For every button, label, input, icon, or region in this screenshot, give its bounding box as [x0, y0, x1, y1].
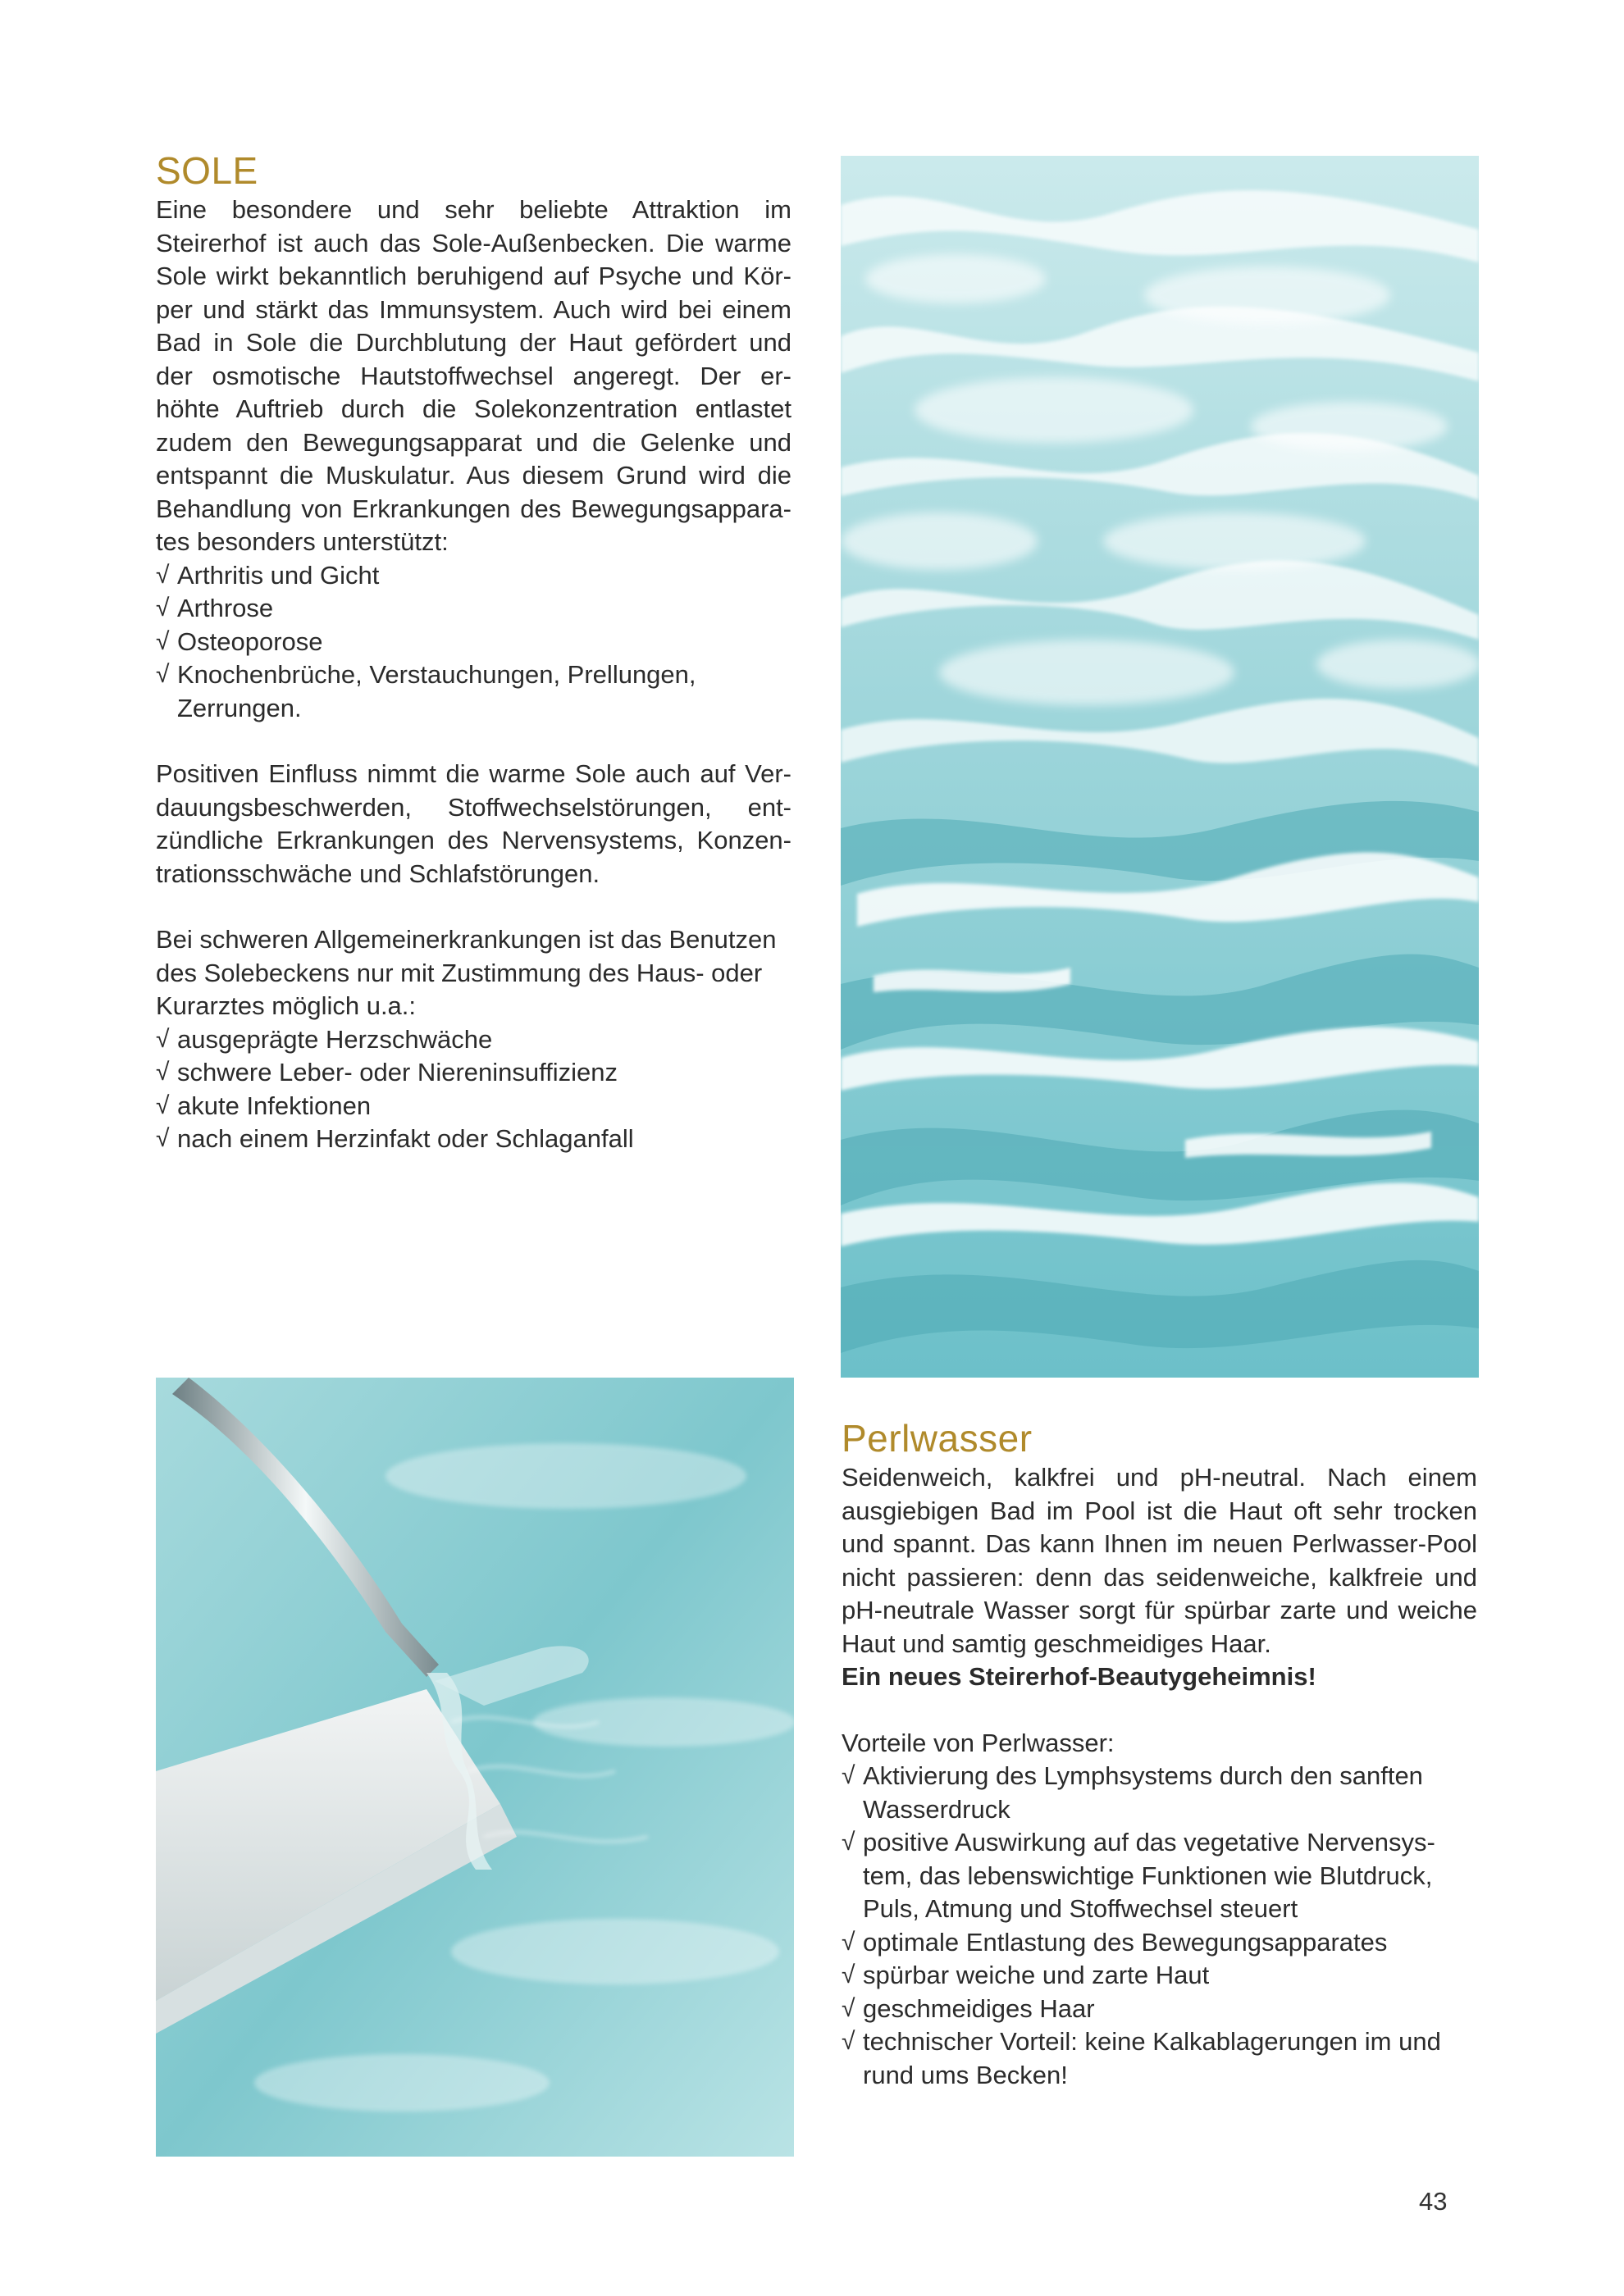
check-item-text: ausgeprägte Herzschwäche [177, 1024, 493, 1054]
sole-influence [156, 758, 791, 891]
check-item [156, 1123, 791, 1156]
sole-section [156, 148, 791, 1156]
pool-ladder-photo [156, 1378, 794, 2157]
checkmark-icon: √ [156, 1059, 170, 1086]
perlwasser-section [842, 1415, 1477, 2092]
checkmark-icon: √ [156, 627, 170, 655]
text-line: Steirerhof ist auch das Sole-Außenbecken. Die warme [156, 228, 791, 257]
page-number: 43 [1419, 2187, 1448, 2216]
text-line: Haut und samtig geschmeidiges Haar. [842, 1629, 1271, 1658]
text-line: Sole wirkt bekanntlich beruhigend auf Psyche und Kör- [156, 262, 791, 290]
check-item-text: schwere Leber- oder Niereninsuffizienz [177, 1058, 618, 1086]
check-item [156, 1090, 791, 1123]
check-item-text: Osteoporose [177, 626, 323, 656]
perlwasser-intro [842, 1461, 1477, 1660]
checkmark-icon: √ [156, 594, 170, 622]
check-item-text: geschmeidiges Haar [863, 1993, 1095, 2023]
check-item [842, 1993, 1477, 2026]
text-line: Positiven Einfluss nimmt die warme Sole auch auf Ver- [156, 759, 791, 788]
text-line: zudem den Bewegungsapparat und die Gelenke und [156, 427, 791, 457]
sole-heading: SOLE [156, 149, 258, 192]
checkmark-icon: √ [156, 661, 170, 688]
check-item-text: akute Infektionen [177, 1091, 372, 1120]
check-item [156, 592, 791, 626]
checkmark-icon: √ [842, 2028, 855, 2055]
check-item-text: Aktivierung des Lymphsystems durch den sanften Wasserdruck [863, 1761, 1423, 1824]
checkmark-icon: √ [842, 1762, 855, 1789]
check-item [156, 559, 791, 593]
checkmark-icon: √ [156, 1091, 170, 1119]
checkmark-icon: √ [156, 1025, 170, 1053]
check-item [156, 1023, 791, 1057]
check-item [842, 2025, 1477, 2092]
check-item-text: optimale Entlastung des Bewegungsapparates [863, 1927, 1388, 1957]
check-item-text: Knochenbrüche, Verstauchungen, Prellungen, Zerrungen. [177, 660, 696, 722]
check-item [842, 1760, 1477, 1826]
text-line: zündliche Erkrankungen des Nervensystems, Konzen- [156, 826, 791, 854]
checkmark-icon: √ [842, 1961, 855, 1988]
text-line: Bad in Sole die Durchblutung der Haut gefördert und [156, 328, 791, 357]
check-item [842, 1959, 1477, 1993]
check-item-text: positive Auswirkung auf das vegetative Nervensys-tem, das lebenswichtige Funktionen wie Blutdruck, Puls, Atmung und Stoffwechsel steuert [863, 1828, 1435, 1923]
text-line: dauungsbeschwerden, Stoffwechselstörungen, ent- [156, 792, 791, 822]
check-item-text: Arthritis und Gicht [177, 560, 380, 590]
check-item-text: spürbar weiche und zarte Haut [863, 1961, 1210, 1989]
water-surface-photo [841, 156, 1479, 1378]
check-item [156, 1056, 791, 1090]
text-line: pH-neutrale Wasser sorgt für spürbar zarte und weiche [842, 1596, 1477, 1624]
text-line: Bei schweren Allgemeinerkrankungen ist das Benutzen [156, 925, 777, 954]
checkmark-icon: √ [156, 561, 170, 589]
check-item [842, 1926, 1477, 1960]
text-line: des Solebeckens nur mit Zustimmung des Haus- oder [156, 958, 763, 987]
perlwasser-heading: Perlwasser [842, 1417, 1033, 1460]
text-line: ausgiebigen Bad im Pool ist die Haut oft sehr trocken [842, 1496, 1477, 1525]
text-line: Eine besondere und sehr beliebte Attraktion im [156, 195, 791, 224]
sole-indications-list [156, 559, 791, 726]
check-item [842, 1826, 1477, 1926]
perlwasser-benefits-list [842, 1760, 1477, 2092]
check-item-text: Arthrose [177, 594, 274, 622]
text-line: Seidenweich, kalkfrei und pH-neutral. Nach einem [842, 1463, 1477, 1492]
pool-ladder-illustration [156, 1378, 794, 2157]
check-item-text: nach einem Herzinfakt oder Schlaganfall [177, 1124, 634, 1153]
perlwasser-tagline: Ein neues Steirerhof-Beautygeheimnis! [842, 1662, 1316, 1691]
checkmark-icon: √ [842, 1994, 855, 2022]
sole-contraindications-list [156, 1023, 791, 1156]
text-line: tes besonders unterstützt: [156, 527, 449, 556]
checkmark-icon: √ [842, 1928, 855, 1956]
sole-intro [156, 194, 791, 559]
text-line: nicht passieren: denn das seidenweiche, kalkfreie und [842, 1562, 1477, 1592]
check-item [156, 658, 791, 725]
check-item-text: technischer Vorteil: keine Kalkablagerungen im und rund ums Becken! [863, 2027, 1441, 2089]
text-line: per und stärkt das Immunsystem. Auch wird bei einem [156, 294, 791, 324]
water-surface-illustration [841, 156, 1479, 1378]
checkmark-icon: √ [842, 1829, 855, 1856]
text-line: trationsschwäche und Schlafstörungen. [156, 859, 600, 888]
checkmark-icon: √ [156, 1125, 170, 1152]
perlwasser-benefits-title: Vorteile von Perlwasser: [842, 1728, 1115, 1757]
text-line: und spannt. Das kann Ihnen im neuen Perlwasser-Pool [842, 1529, 1477, 1558]
text-line: der osmotische Hautstoffwechsel angeregt. Der er- [156, 361, 791, 390]
text-line: Kurarztes möglich u.a.: [156, 991, 417, 1020]
text-line: entspannt die Muskulatur. Aus diesem Grund wird die [156, 461, 791, 490]
sole-caution [156, 923, 791, 1023]
text-line: höhte Auftrieb durch die Solekonzentration entlastet [156, 394, 791, 423]
check-item [156, 626, 791, 659]
text-line: Behandlung von Erkrankungen des Bewegungsapparа- [156, 494, 791, 523]
